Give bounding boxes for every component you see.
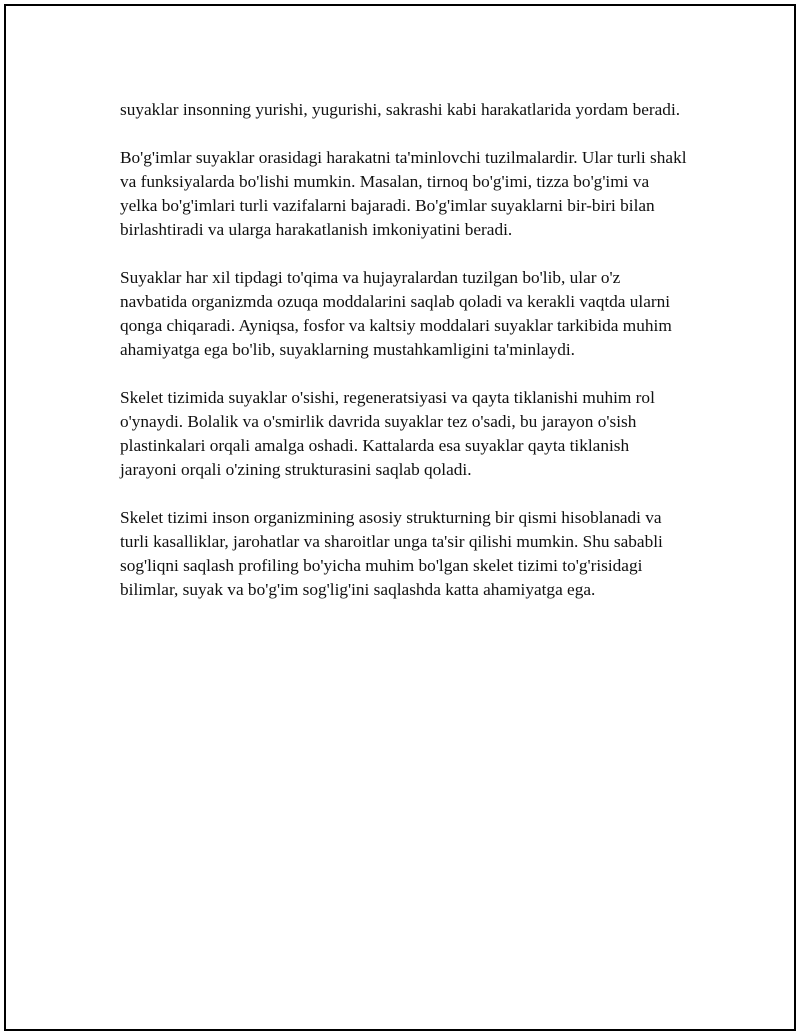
- paragraph-1: suyaklar insonning yurishi, yugurishi, sakrashi kabi harakatlarida yordam beradi.: [120, 100, 681, 119]
- paragraph-2: Bo'g'imlar suyaklar orasidagi harakatni ta'minlovchi tuzilmalardir. Ular turli shakl va funksiyalarda bo'lishi mumkin. Masalan, tirnoq bo'g'imi, tizza bo'g'imi va yelka bo'g'imlari turli vazifalarni bajaradi. Bo'g'imlar suyaklarni bir-biri bilan birlashtiradi va ularga harakatlanish imkoniyatini beradi.: [120, 148, 687, 239]
- document-page: [4, 4, 796, 1031]
- paragraph-3: Suyaklar har xil tipdagi to'qima va hujayralardan tuzilgan bo'lib, ular o'z navbatida organizmda ozuqa moddalarini saqlab qoladi va kerakli vaqtda ularni qonga chiqaradi. Ayniqsa, fosfor va kaltsiy moddalari suyaklar tarkibida muhim ahamiyatga ega bo'lib, suyaklarning mustahkamligini ta'minlaydi.: [120, 268, 672, 359]
- document-body: [120, 98, 690, 626]
- paragraph-4: Skelet tizimida suyaklar o'sishi, regeneratsiyasi va qayta tiklanishi muhim rol o'ynaydi. Bolalik va o'smirlik davrida suyaklar tez o'sadi, bu jarayon o'sish plastinkalari orqali amalga oshadi. Kattalarda esa suyaklar qayta tiklanish jarayoni orqali o'zining strukturasini saqlab qoladi.: [120, 388, 655, 479]
- paragraph-5: Skelet tizimi inson organizmining asosiy strukturning bir qismi hisoblanadi va turli kasalliklar, jarohatlar va sharoitlar unga ta'sir qilishi mumkin. Shu sababli sog'liqni saqlash profiling bo'yicha muhim bo'lgan skelet tizimi to'g'risidagi bilimlar, suyak va bo'g'im sog'lig'ini saqlashda katta ahamiyatga ega.: [120, 508, 663, 599]
